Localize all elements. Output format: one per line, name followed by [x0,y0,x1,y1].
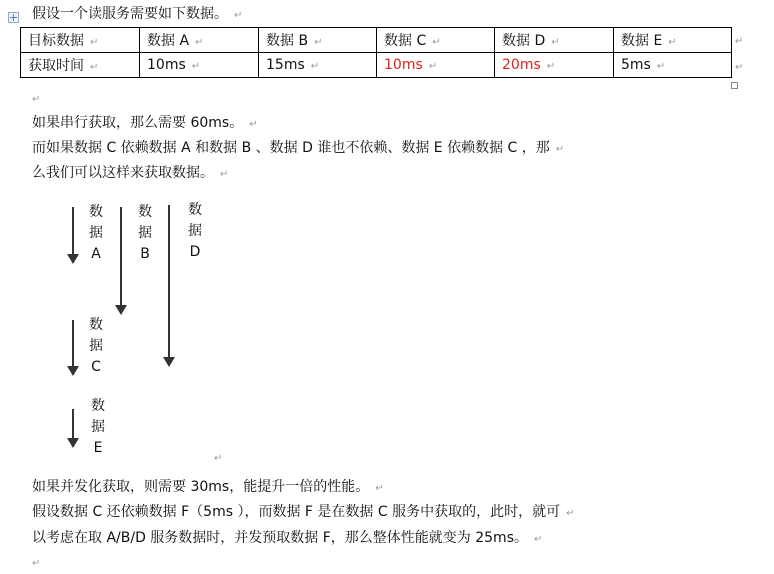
header-cell-a: 数据 A ↵ [140,28,259,53]
label-data-b: 数 据 B [138,204,152,262]
header-cell-d: 数据 D ↵ [495,28,614,53]
label-data-c: 数 据 C [89,317,103,375]
paragraph-mark-icon: ↵ [534,534,543,545]
time-cell-c: 10ms ↵ [377,53,495,78]
table-move-handle-icon[interactable] [8,12,19,23]
paragraph-mark-icon: ↵ [375,483,384,494]
time-cell-d: 20ms ↵ [495,53,614,78]
arrow-d-icon [168,205,170,358]
intro-text: 假设一个读服务需要如下数据。 [32,6,228,22]
arrow-e-icon [72,409,74,439]
dependency-text-2: 么我们可以这样来获取数据。 [32,165,214,181]
prefetch-text-1: 假设数据 C 还依赖数据 F（5ms ），而数据 F 是在数据 C 服务中获取的，此时，就可 [32,504,561,520]
paragraph-mark-icon: ↵ [555,144,565,155]
paragraph-mark-icon: ↵ [234,10,243,21]
time-cell-b: 15ms ↵ [259,53,377,78]
row-end-mark-icon: ↵ [735,36,744,47]
time-cell-e: 5ms ↵ [614,53,732,78]
paragraph-mark-icon: ↵ [32,558,41,569]
dependency-paragraph-line2 [32,163,228,185]
label-data-e: 数 据 E [91,398,105,456]
paragraph-mark-icon: ↵ [566,508,575,519]
label-data-d: 数 据 D [188,202,202,260]
header-cell-b: 数据 B ↵ [259,28,377,53]
time-cell-label: 获取时间 ↵ [21,53,140,78]
serial-text: 如果串行获取，那么需要 60ms。 [32,115,244,131]
dependency-paragraph-line1 [32,138,564,160]
table-time-row [21,53,732,78]
parallel-text: 如果并发化获取，则需要 30ms，能提升一倍的性能。 [32,479,370,495]
header-cell-c: 数据 C ↵ [377,28,495,53]
prefetch-text-2: 以考虑在取 A/B/D 服务数据时，并发预取数据 F，那么整体性能就变为 25ms。 [32,530,528,546]
table-resize-handle-icon[interactable] [731,82,738,89]
data-timing-table [20,27,732,78]
paragraph-mark-icon: ↵ [249,119,258,130]
intro-paragraph [32,4,242,26]
header-cell-e: 数据 E ↵ [614,28,732,53]
prefetch-paragraph-line2 [32,528,542,550]
table-header-row [21,28,732,53]
label-data-a: 数 据 A [89,204,103,262]
trailing-empty-paragraph [32,552,40,574]
paragraph-mark-icon: ↵ [32,94,41,105]
paragraph-mark-icon: ↵ [214,453,223,464]
dependency-text-1: 而如果数据 C 依赖数据 A 和数据 B 、数据 D 谁也不依赖、数据 E 依赖数据 C ，那 [32,140,550,156]
arrow-c-icon [72,320,74,367]
paragraph-mark-icon: ↵ [220,169,229,180]
serial-paragraph [32,113,258,135]
parallel-paragraph [32,477,384,499]
row-end-mark-icon: ↵ [735,62,744,73]
empty-paragraph [32,88,40,110]
prefetch-paragraph-line1 [32,502,575,524]
time-cell-a: 10ms ↵ [140,53,259,78]
arrow-a-icon [72,207,74,255]
header-cell-target: 目标数据 ↵ [21,28,140,53]
arrow-b-icon [120,207,122,306]
